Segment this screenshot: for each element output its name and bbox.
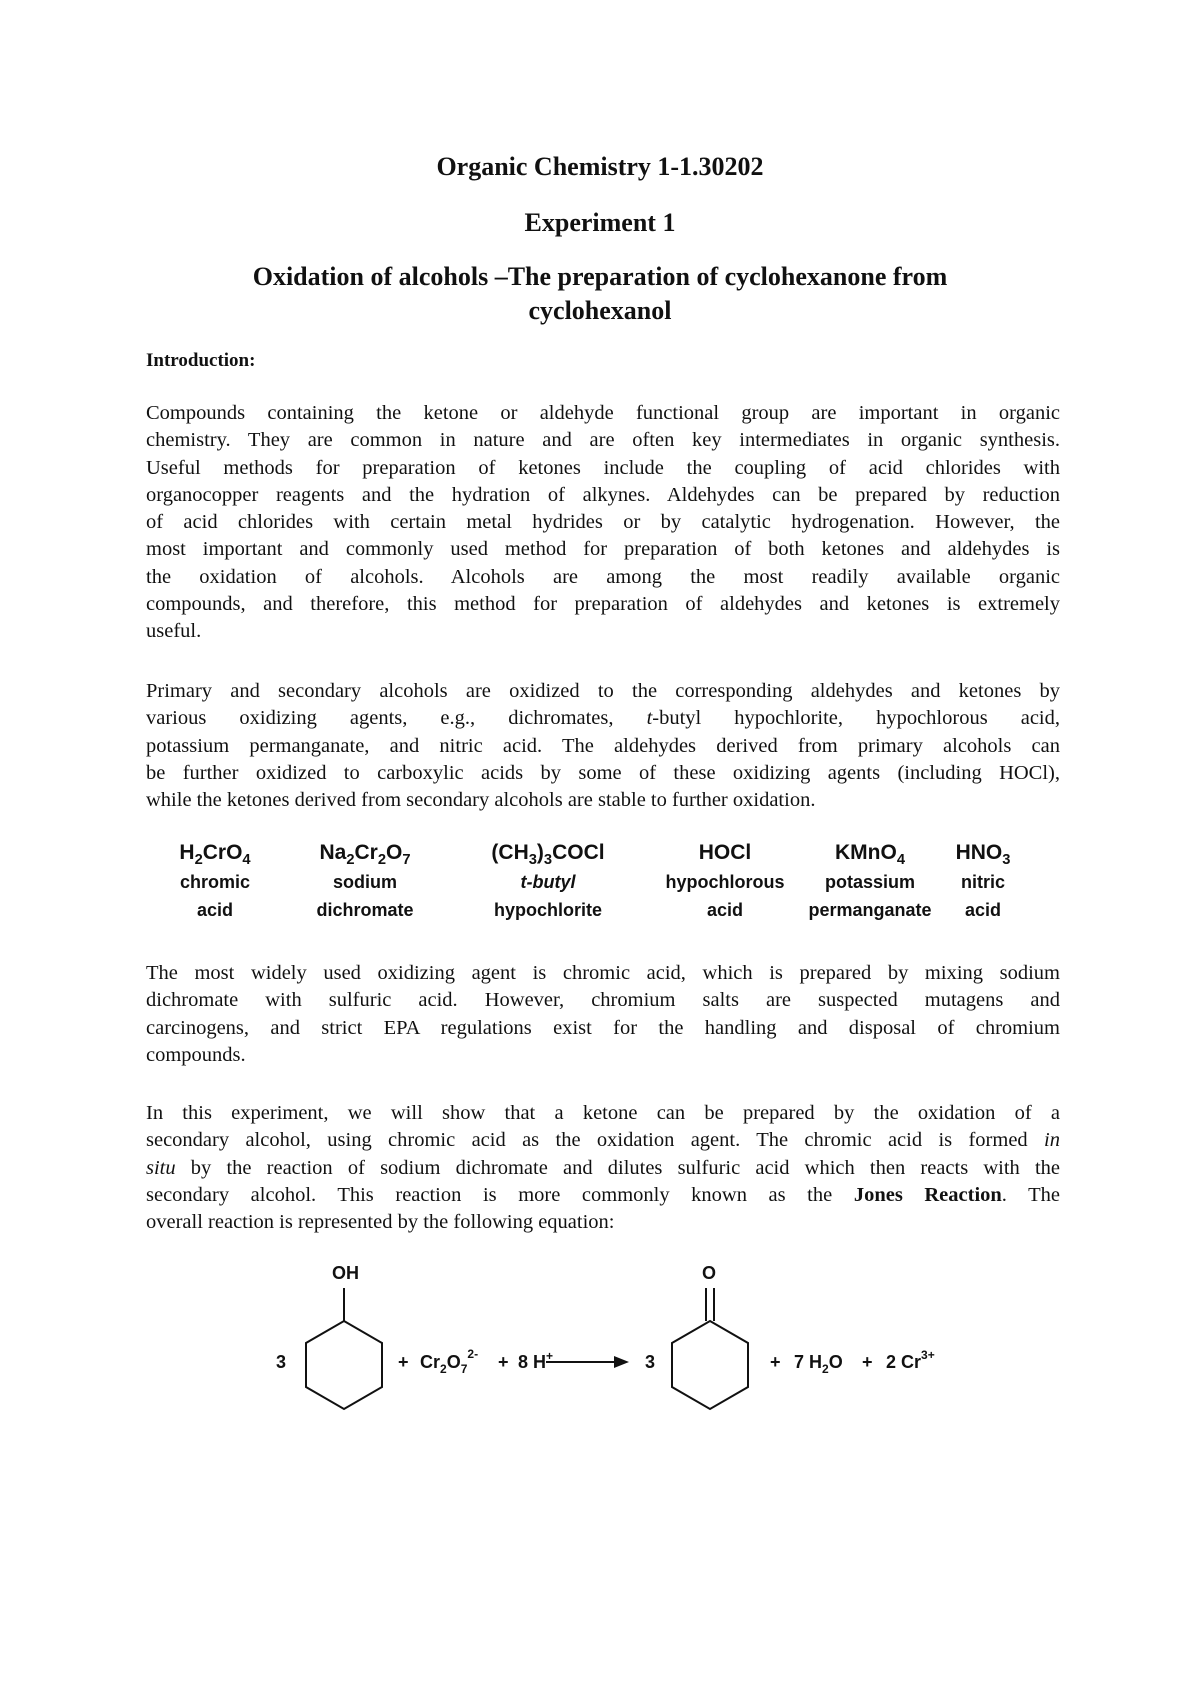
experiment-title: Experiment 1 xyxy=(524,208,676,237)
text-line: carcinogens, and strict EPA regulations exist for the handling and disposal of chromium xyxy=(146,1016,1060,1039)
text-line: the oxidation of alcohols. Alcohols are among the most readily available organic xyxy=(146,565,1060,588)
reagent-formula: $Na_2Cr_2O_7$ xyxy=(319,841,411,869)
course-title: Organic Chemistry 1-1.30202 xyxy=(436,152,764,181)
paragraph-oxidizing-agents xyxy=(146,678,1060,814)
text-line: Primary and secondary alcohols are oxidized to the corresponding aldehydes and ketones by xyxy=(146,680,1060,702)
reagent-name: hypochlorite xyxy=(493,900,603,920)
reagent-name: acid xyxy=(196,900,234,920)
proton: 8 H+ xyxy=(518,1349,554,1372)
reagent-name: chromic xyxy=(179,872,251,892)
plus-sign: + xyxy=(862,1352,873,1372)
reaction-equation xyxy=(0,1255,1200,1425)
reagent-name: acid xyxy=(706,900,744,920)
reagent-sodium-dichromate xyxy=(316,838,413,924)
cyclohexanol-ring xyxy=(306,1321,382,1409)
text-line: overall reaction is represented by the following equation: xyxy=(146,1211,615,1234)
dichromate-ion: $Cr_2O_7^{2-}$ xyxy=(420,1347,479,1376)
coefficient-right: 3 xyxy=(645,1352,656,1372)
text-line: organocopper reagents and the hydration of alkynes. Aldehydes can be prepared by reduction xyxy=(146,483,1060,506)
water: 7 $H_2O$ xyxy=(794,1352,843,1376)
text-line: Useful methods for preparation of ketones include the coupling of acid chlorides with xyxy=(146,456,1060,479)
reagent-chromic-acid xyxy=(179,838,250,924)
reagent-formula: KMnO$_4$ xyxy=(834,841,905,869)
text-line: most important and commonly used method for preparation of both ketones and aldehydes is xyxy=(146,538,1060,561)
text-line: dichromate with sulfuric acid. However, chromium salts are suspected mutagens and xyxy=(146,989,1060,1012)
text-line: of acid chlorides with certain metal hydrides or by catalytic hydrogenation. However, the xyxy=(146,511,1060,534)
text-line: chemistry. They are common in nature and are often key intermediates in organic synthesis. xyxy=(146,429,1060,452)
text-line: situ by the reaction of sodium dichromate and dilutes sulfuric acid which then reacts with the xyxy=(146,1156,1060,1179)
oh-label: OH xyxy=(332,1263,359,1283)
reagent-formula: $H_2CrO_4$ xyxy=(179,841,251,869)
reagent-name: sodium xyxy=(332,872,397,892)
introduction-heading: Introduction: xyxy=(146,350,256,371)
subtitle-line: cyclohexanol xyxy=(528,296,672,325)
reagent-name: t-butyl xyxy=(520,872,576,892)
text-line: while the ketones derived from secondary alcohols are stable to further oxidation. xyxy=(146,789,816,812)
text-line: secondary alcohol. This reaction is more commonly known as the Jones Reaction. The xyxy=(146,1183,1060,1206)
reagent-name: acid xyxy=(964,900,1002,920)
text-line: various oxidizing agents, e.g., dichromates, t-butyl hypochlorite, hypochlorous acid, xyxy=(146,707,1060,730)
reaction-arrow-head xyxy=(614,1356,629,1368)
reagent-nitric-acid xyxy=(956,838,1011,924)
plus-sign: + xyxy=(770,1352,781,1372)
paragraph-chromic-acid xyxy=(146,960,1060,1069)
text-line: secondary alcohol, using chromic acid as the oxidation agent. The chromic acid is formed in xyxy=(146,1129,1060,1152)
reagent-formula: $(CH_3)_3COCl$ xyxy=(491,841,605,869)
paragraph-experiment xyxy=(146,1100,1060,1236)
reagent-t-butyl-hypochlorite xyxy=(491,838,604,924)
text-line: The most widely used oxidizing agent is chromic acid, which is prepared by mixing sodium xyxy=(146,962,1060,984)
reagent-name: nitric xyxy=(960,872,1005,892)
experiment-subtitle xyxy=(0,260,1200,328)
text-line: In this experiment, we will show that a ketone can be prepared by the oxidation of a xyxy=(146,1102,1060,1124)
reagent-hypochlorous-acid xyxy=(665,838,784,924)
plus-sign: + xyxy=(498,1352,509,1372)
reagent-potassium-permanganate xyxy=(808,838,931,924)
reagent-formula: $HNO_3$ xyxy=(955,841,1011,869)
text-line: Compounds containing the ketone or aldehyde functional group are important in organic xyxy=(146,402,1060,424)
plus-sign: + xyxy=(398,1352,409,1372)
reagent-name: dichromate xyxy=(316,900,414,920)
cyclohexanone-ring xyxy=(672,1321,748,1409)
reagent-name: hypochlorous xyxy=(665,872,785,892)
text-line: useful. xyxy=(146,620,202,643)
paragraph-intro xyxy=(146,400,1060,646)
reagent-name: potassium xyxy=(824,872,916,892)
text-line: compounds. xyxy=(146,1043,246,1066)
reagent-formula: HOCl xyxy=(698,841,752,864)
subtitle-line: Oxidation of alcohols –The preparation of cyclohexanone from xyxy=(252,262,948,291)
text-line: compounds, and therefore, this method for preparation of aldehydes and ketones is extremely xyxy=(146,593,1060,616)
coefficient-left: 3 xyxy=(276,1352,287,1372)
reagent-name: permanganate xyxy=(808,900,932,920)
chromium-ion: 2 $Cr^{3+}$ xyxy=(886,1348,935,1372)
text-line: be further oxidized to carboxylic acids by some of these oxidizing agents (including HOCl), xyxy=(146,761,1060,784)
o-label: O xyxy=(702,1263,717,1283)
text-line: potassium permanganate, and nitric acid. The aldehydes derived from primary alcohols can xyxy=(146,734,1060,757)
